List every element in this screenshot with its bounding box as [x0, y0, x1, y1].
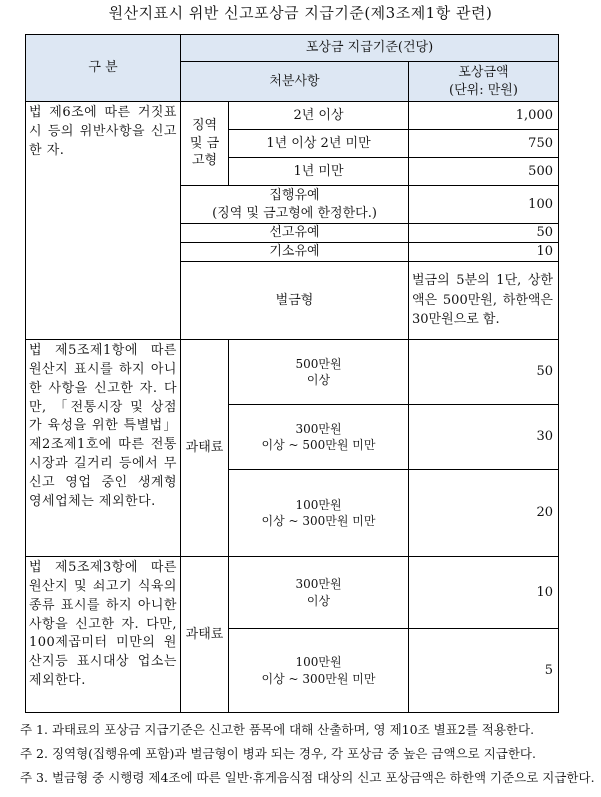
range-line1: 100만원	[295, 655, 342, 670]
amount-label: 포상금액	[458, 64, 509, 80]
table-row-amount: 5	[409, 629, 559, 713]
category-header: 구 분	[26, 35, 181, 102]
fine-range-cell	[229, 629, 409, 713]
fine-label: 벌금형	[181, 262, 409, 340]
fine-amount: 벌금의 5분의 1단, 상한액은 500만원, 하한액은 30만원으로 함.	[409, 262, 559, 340]
table-row-label: 2년 이상	[229, 102, 409, 130]
fine-range-cell	[229, 405, 409, 470]
range-line1: 300만원	[295, 577, 342, 592]
range-line2: 이상 ~ 300만원 미만	[261, 514, 376, 528]
fine-range-cell	[229, 470, 409, 557]
section2-description: 법 제5조제1항에 따른 원산지 표시를 하지 아니한 사항을 신고한 자. 다만, 「전통시장 및 상점가 육성을 위한 특별법」 제2조제1호에 따른 전통시장과 길거리 등에서 무신고 영업 중인 생계형 영세업체는 제외한다.	[26, 340, 181, 557]
suspended-indictment-label: 기소유예	[181, 243, 409, 262]
footnote: 주 1. 과태료의 포상금 지급기준은 신고한 품목에 대해 산출하며, 영 제10조 별표2를 적용한다.	[20, 722, 535, 737]
range-line1: 300만원	[295, 421, 342, 436]
suspended-sentence-amount: 50	[409, 224, 559, 243]
table-row-amount: 50	[409, 340, 559, 405]
footnotes	[20, 718, 595, 790]
standard-header: 포상금 지급기준(건당)	[181, 35, 559, 62]
range-line2: 이상	[306, 593, 331, 608]
suspended-indictment-amount: 10	[409, 243, 559, 262]
fine-range-cell	[229, 557, 409, 629]
section3-description: 법 제5조제3항에 따른 원산지 및 쇠고기 식육의 종류 표시를 하지 아니한 사항을 신고한 자. 다만, 100제곱미터 미만의 원산지등 표시대상 업소는 제외한다.	[26, 557, 181, 713]
unit-label: (단위: 만원)	[449, 82, 518, 98]
amount-header	[409, 62, 559, 102]
footnote: 주 2. 징역형(집행유예 포함)과 벌금형이 병과 되는 경우, 각 포상금 중 높은 금액으로 지급한다.	[20, 746, 536, 761]
table-row-amount: 500	[409, 158, 559, 186]
reward-table	[25, 34, 559, 713]
suspended-sentence-label: 선고유예	[181, 224, 409, 243]
table-row-amount: 750	[409, 130, 559, 158]
range-line2: 이상 ~ 500만원 미만	[261, 438, 376, 452]
table-row-amount: 20	[409, 470, 559, 557]
section1-penalty: 징역 및 금고형	[181, 102, 229, 186]
footnote: 주 3. 벌금형 중 시행령 제4조에 따른 일반·휴게음식점 대상의 신고 포상금액은 하한액 기준으로 지급한다.	[20, 770, 595, 785]
probation-note: (징역 및 금고형에 한정한다.)	[212, 205, 377, 221]
table-row-amount: 10	[409, 557, 559, 629]
probation-cell	[181, 186, 409, 224]
table-row-amount: 1,000	[409, 102, 559, 130]
probation-label: 집행유예	[269, 187, 320, 203]
section2-penalty: 과태료	[181, 340, 229, 557]
disposition-header: 처분사항	[181, 62, 409, 102]
section1-description: 법 제6조에 따른 거짓표시 등의 위반사항을 신고한 자.	[26, 102, 181, 340]
probation-amount: 100	[409, 186, 559, 224]
range-line1: 500만원	[295, 356, 342, 371]
fine-range-cell	[229, 340, 409, 405]
section3-penalty: 과태료	[181, 557, 229, 713]
range-line1: 100만원	[295, 497, 342, 512]
table-row-label: 1년 미만	[229, 158, 409, 186]
range-line2: 이상	[306, 373, 331, 387]
table-row-amount: 30	[409, 405, 559, 470]
table-row-label: 1년 이상 2년 미만	[229, 130, 409, 158]
range-line2: 이상 ~ 300만원 미만	[261, 671, 376, 686]
document-title: 원산지표시 위반 신고포상금 지급기준(제3조제1항 관련)	[108, 4, 493, 22]
